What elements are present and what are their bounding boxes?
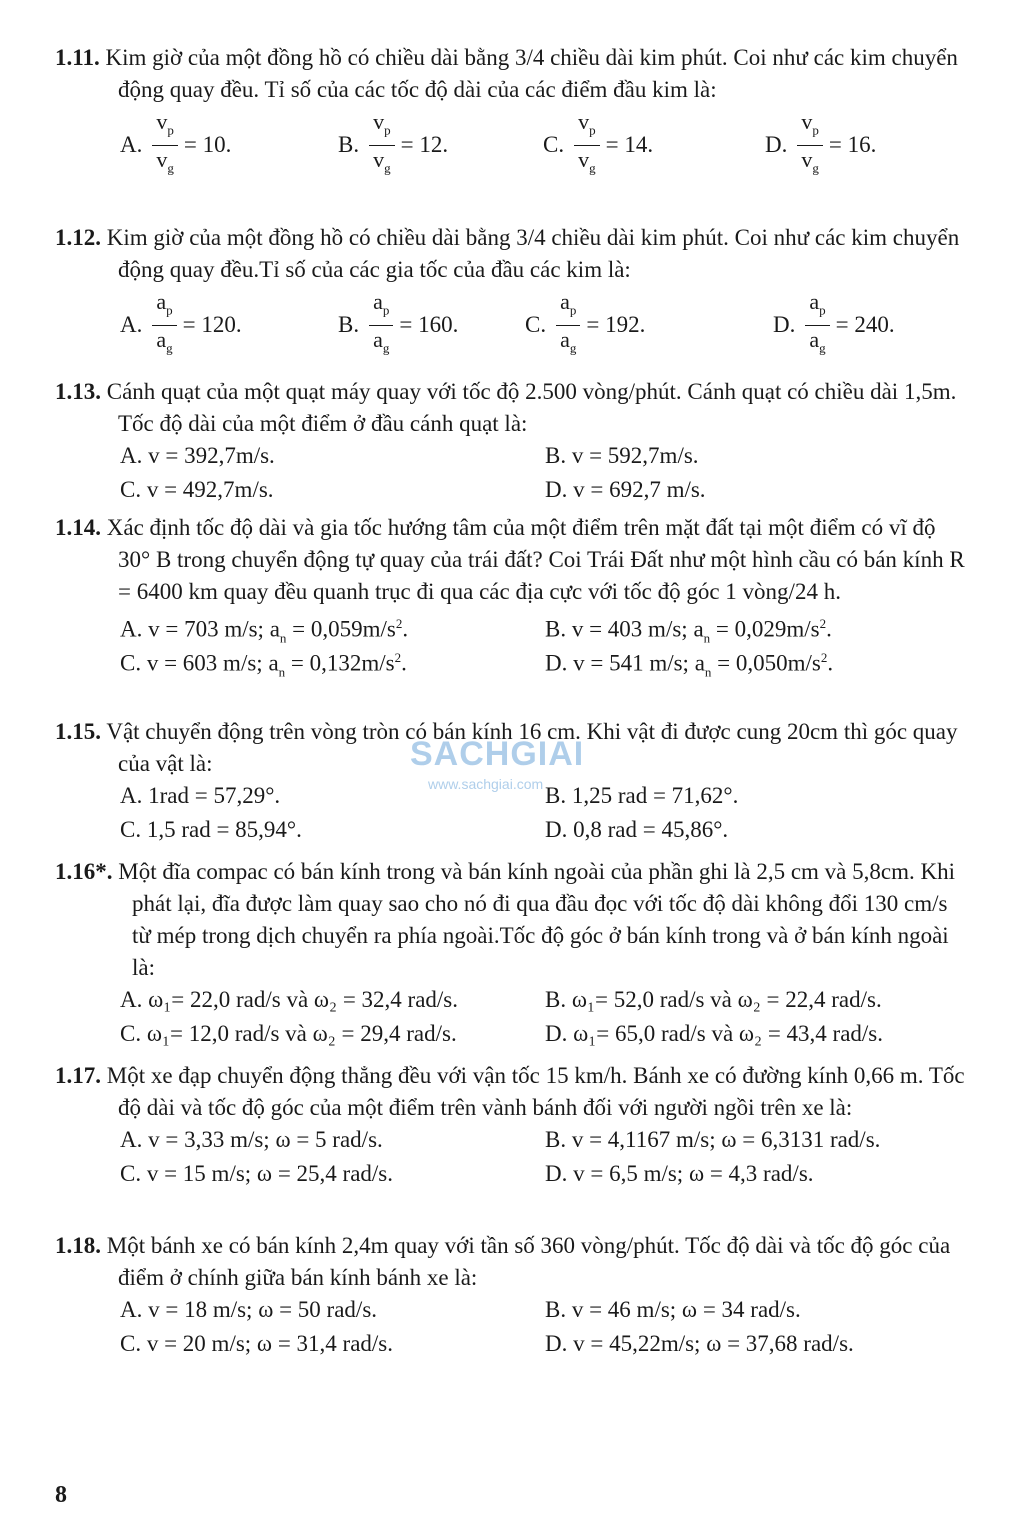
option-a: A. v = 3,33 m/s; ω = 5 rad/s.: [120, 1127, 383, 1152]
option-b: B. $\frac{v_p}{v_g}$ = 12.: [338, 109, 449, 175]
question-number: 1.15.: [55, 719, 101, 744]
option-b: B. ω₁= 52,0 rad/s và ω₂ = 22,4 rad/s.: [545, 987, 882, 1012]
option-b: B. v = 592,7m/s.: [545, 443, 699, 468]
question-text: Vật chuyển động trên vòng tròn có bán kính 16 cm. Khi vật đi được cung 20cm thì góc quay của vật là:: [106, 719, 958, 776]
question-number: 1.13.: [55, 379, 101, 404]
question-1-16: [55, 856, 970, 1052]
option-c: C. v = 603 m/s; $a_n = 0,132m/s^2$.: [120, 650, 407, 680]
page-number: 8: [55, 1482, 67, 1508]
option-d: D. $\frac{v_p}{v_g}$ = 16.: [765, 109, 877, 175]
question-1-18: [55, 1230, 970, 1362]
question-number: 1.18.: [55, 1233, 101, 1258]
option-b: B. 1,25 rad = 71,62°.: [545, 783, 739, 808]
option-c: C. v = 492,7m/s.: [120, 477, 274, 502]
option-a: A. $\frac{a_p}{a_g}$ = 120.: [120, 289, 242, 355]
option-b: B. $\frac{a_p}{a_g}$ = 160.: [338, 289, 459, 355]
question-number: 1.17.: [55, 1063, 101, 1088]
option-d: D. v = 692,7 m/s.: [545, 477, 706, 502]
option-c: C. $\frac{v_p}{v_g}$ = 14.: [543, 109, 654, 175]
question-text: Xác định tốc độ dài và gia tốc hướng tâm của một điểm trên mặt đất tại một điểm có vĩ độ 30° B trong chuyển động tự quay của trái đất? Coi Trái Đất như một hình cầu có bán kính R = 6400 km quay đều quanh trục đi qua các địa cực với tốc độ góc 1 vòng/24 h.: [106, 515, 965, 604]
option-a: A. v = 703 m/s; $a_n = 0,059m/s^2$.: [120, 616, 409, 646]
option-c: C. ω₁= 12,0 rad/s và ω₂ = 29,4 rad/s.: [120, 1021, 457, 1046]
option-d: D. ω₁= 65,0 rad/s và ω₂ = 43,4 rad/s.: [545, 1021, 883, 1046]
question-1-14: [55, 512, 970, 680]
question-number: 1.12.: [55, 225, 101, 250]
option-a: A. v = 392,7m/s.: [120, 443, 275, 468]
question-text: Một đĩa compac có bán kính trong và bán kính ngoài của phần ghi là 2,5 cm và 5,8cm. Khi phát lại, đĩa được làm quay sao cho nó đi qua đầu đọc với tốc độ dài không đổi 130 cm/s từ mép trong dịch chuyển ra phía ngoài.Tốc độ góc ở bán kính trong và ở bán kính ngoài là:: [118, 859, 955, 980]
option-c: C. $\frac{a_p}{a_g}$ = 192.: [525, 289, 646, 355]
fraction-options: [55, 106, 970, 184]
option-a: A. 1rad = 57,29°.: [120, 783, 281, 808]
option-d: D. v = 541 m/s; $a_n = 0,050m/s^2$.: [545, 650, 834, 680]
question-1-12: [55, 222, 970, 364]
option-a: A. ω₁= 22,0 rad/s và ω₂ = 32,4 rad/s.: [120, 987, 458, 1012]
option-a: A. $\frac{v_p}{v_g}$ = 10.: [120, 109, 232, 175]
question-1-11: [55, 42, 970, 184]
option-d: D. $\frac{a_p}{a_g}$ = 240.: [773, 289, 895, 355]
fraction-options: [55, 286, 970, 364]
question-1-13: [55, 376, 970, 508]
question-text: Kim giờ của một đồng hồ có chiều dài bằng 3/4 chiều dài kim phút. Coi như các kim chuyển động quay đều.Tỉ số của các gia tốc của đầu các kim là:: [106, 225, 960, 282]
question-number: 1.14.: [55, 515, 101, 540]
option-c: C. 1,5 rad = 85,94°.: [120, 817, 302, 842]
watermark-url: www.sachgiai.com: [428, 776, 544, 792]
question-text: Một bánh xe có bán kính 2,4m quay với tần số 360 vòng/phút. Tốc độ dài và tốc độ góc của điểm ở chính giữa bán kính bánh xe là:: [106, 1233, 951, 1290]
option-d: D. v = 45,22m/s; ω = 37,68 rad/s.: [545, 1331, 854, 1356]
option-c: C. v = 15 m/s; ω = 25,4 rad/s.: [120, 1161, 394, 1186]
option-b: B. v = 403 m/s; $a_n = 0,029m/s^2$.: [545, 616, 832, 646]
question-text: Một xe đạp chuyển động thẳng đều với vận tốc 15 km/h. Bánh xe có đường kính 0,66 m. Tốc độ dài và tốc độ góc của một điểm trên vành bánh đối với người ngồi trên xe là:: [106, 1063, 965, 1120]
question-number: 1.11.: [55, 45, 100, 70]
question-number: 1.16*.: [55, 859, 113, 884]
question-text: Cánh quạt của một quạt máy quay với tốc độ 2.500 vòng/phút. Cánh quạt có chiều dài 1,5m. Tốc độ dài của một điểm ở đầu cánh quạt là:: [106, 379, 957, 436]
option-b: B. v = 46 m/s; ω = 34 rad/s.: [545, 1297, 801, 1322]
option-c: C. v = 20 m/s; ω = 31,4 rad/s.: [120, 1331, 394, 1356]
option-d: D. 0,8 rad = 45,86°.: [545, 817, 729, 842]
option-d: D. v = 6,5 m/s; ω = 4,3 rad/s.: [545, 1161, 814, 1186]
watermark: [410, 735, 584, 792]
watermark-logo: SACHGIAI: [410, 735, 585, 773]
question-text: Kim giờ của một đồng hồ có chiều dài bằng 3/4 chiều dài kim phút. Coi như các kim chuyển động quay đều. Tỉ số của các tốc độ dài của các điểm đầu kim là:: [105, 45, 958, 102]
option-a: A. v = 18 m/s; ω = 50 rad/s.: [120, 1297, 378, 1322]
option-b: B. v = 4,1167 m/s; ω = 6,3131 rad/s.: [545, 1127, 881, 1152]
question-1-17: [55, 1060, 970, 1192]
